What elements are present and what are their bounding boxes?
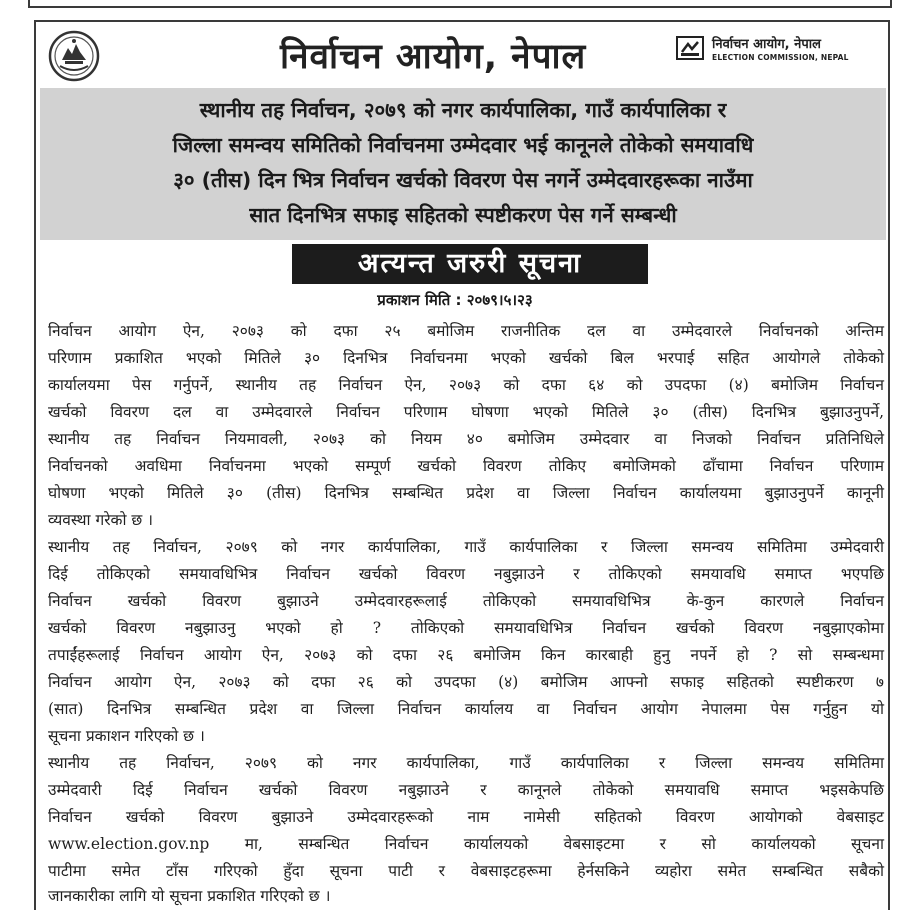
body-line: निर्वाचन आयोग ऐन, २०७३ को दफा २५ बमोजिम राजनीतिक दल वा उम्मेदवारले निर्वाचनको अन्तिम xyxy=(48,322,884,340)
urgent-notice-banner: अत्यन्त जरुरी सूचना xyxy=(292,244,648,284)
body-line: निर्वाचन खर्चको विवरण बुझाउने उम्मेदवारहरूलाई तोकिएको समयावधिभित्र के-कुन कारणले निर्वाचन xyxy=(48,592,884,610)
commission-title: निर्वाचन आयोग, नेपाल xyxy=(280,37,587,77)
body-line: खर्चको विवरण नबुझाउनु भएको हो ? तोकिएको समयावधिभित्र निर्वाचन खर्चको विवरण नबुझाएकोमा xyxy=(48,619,884,637)
body-line: उम्मेदवारी दिई निर्वाचन खर्चको विवरण नबुझाउने र कानूनले तोकेको समयावधि समाप्त भइसकेपछि xyxy=(48,781,884,799)
body-line: दिई तोकिएको समयावधिभित्र निर्वाचन खर्चको विवरण नबुझाउने र तोकिएको समयावधि समाप्त भएपछि xyxy=(48,565,884,583)
election-commission-logo-icon xyxy=(676,36,704,60)
body-line: व्यवस्था गरेको छ । xyxy=(48,511,154,529)
body-line: www.election.gov.np मा, सम्बन्धित निर्वाचन कार्यालयको वेबसाइटमा र सो कार्यालयको सूचना xyxy=(48,835,884,853)
side-name-nepali: निर्वाचन आयोग, नेपाल xyxy=(712,37,821,52)
publication-date: प्रकाशन मिति : २०७९।५।२३ xyxy=(377,291,533,309)
nepal-emblem-icon xyxy=(48,30,100,82)
body-line: पाटीमा समेत टाँस गरिएको हुँदा सूचना पाटी र वेबसाइटहरूमा हेर्नसकिने व्यहोरा समेत सम्बन्धित सबैको xyxy=(48,862,884,880)
body-line: कार्यालयमा पेस गर्नुपर्ने, स्थानीय तह निर्वाचन ऐन, २०७३ को दफा ६४ को उपदफा (४) बमोजिम निर्वाचन xyxy=(48,376,884,394)
subject-line: सात दिनभित्र सफाइ सहितको स्पष्टीकरण पेस गर्ने सम्बन्धी xyxy=(249,203,677,227)
top-border-rule xyxy=(28,0,892,8)
subject-line: जिल्ला समन्वय समितिको निर्वाचनमा उम्मेदवार भई कानूनले तोकेको समयावधि xyxy=(172,133,754,157)
subject-line: ३० (तीस) दिन भित्र निर्वाचन खर्चको विवरण पेस नगर्ने उम्मेदवारहरूका नाउँमा xyxy=(173,168,753,192)
body-line: निर्वाचन आयोग ऐन, २०७३ को दफा २६ को उपदफा (४) बमोजिम आफ्नो सफाइ सहितको स्पष्टीकरण ७ xyxy=(48,673,884,691)
body-line: सूचना प्रकाशन गरिएको छ । xyxy=(48,727,205,745)
masthead xyxy=(40,26,886,88)
body-line: निर्वाचन खर्चको विवरण बुझाउने उम्मेदवारहरूको नाम नामेसी सहितको विवरण आयोगको वेबसाइट xyxy=(48,808,884,826)
body-line: खर्चको विवरण दल वा उम्मेदवारले निर्वाचन परिणाम घोषणा भएको मितिले ३० (तीस) दिनभित्र बुझाउनुपर्ने, xyxy=(48,403,884,421)
body-line: तपाईंहरूलाई निर्वाचन आयोग ऐन, २०७३ को दफा २६ बमोजिम किन कारबाही हुनु नपर्ने हो ? सो सम्बन्धमा xyxy=(48,646,884,664)
body-line: परिणाम प्रकाशित भएको मितिले ३० दिनभित्र निर्वाचनमा भएको खर्चको बिल भरपाई सहित आयोगले तोकेको xyxy=(48,349,884,367)
body-line: (सात) दिनभित्र सम्बन्धित प्रदेश वा जिल्ला निर्वाचन कार्यालय वा निर्वाचन आयोग नेपालमा पेस गर्नुहुन यो xyxy=(48,700,884,718)
body-line: जानकारीका लागि यो सूचना प्रकाशित गरिएको छ । xyxy=(48,887,331,905)
body-line: निर्वाचनको अवधिमा निर्वाचनमा भएको सम्पूर्ण खर्चको विवरण तोकिए बमोजिमको ढाँचामा निर्वाचन परिणाम xyxy=(48,457,884,475)
side-name-english: ELECTION COMMISSION, NEPAL xyxy=(712,53,849,62)
subject-box xyxy=(40,88,886,240)
body-line: स्थानीय तह निर्वाचन नियमावली, २०७३ को नियम ४० बमोजिम उम्मेदवार वा निजको निर्वाचन प्रतिनिधिले xyxy=(48,430,884,448)
subject-line: स्थानीय तह निर्वाचन, २०७९ को नगर कार्यपालिका, गाउँ कार्यपालिका र xyxy=(199,98,727,122)
body-line: स्थानीय तह निर्वाचन, २०७९ को नगर कार्यपालिका, गाउँ कार्यपालिका र जिल्ला समन्वय समितिमा उम्मेदवारी xyxy=(48,538,884,556)
body-line: घोषणा भएको मितिले ३० (तीस) दिनभित्र सम्बन्धित प्रदेश वा जिल्ला निर्वाचन कार्यालयमा बुझाउनुपर्ने कानूनी xyxy=(48,484,884,502)
body-line: स्थानीय तह निर्वाचन, २०७९ को नगर कार्यपालिका, गाउँ कार्यपालिका र जिल्ला समन्वय समितिमा xyxy=(48,754,884,772)
